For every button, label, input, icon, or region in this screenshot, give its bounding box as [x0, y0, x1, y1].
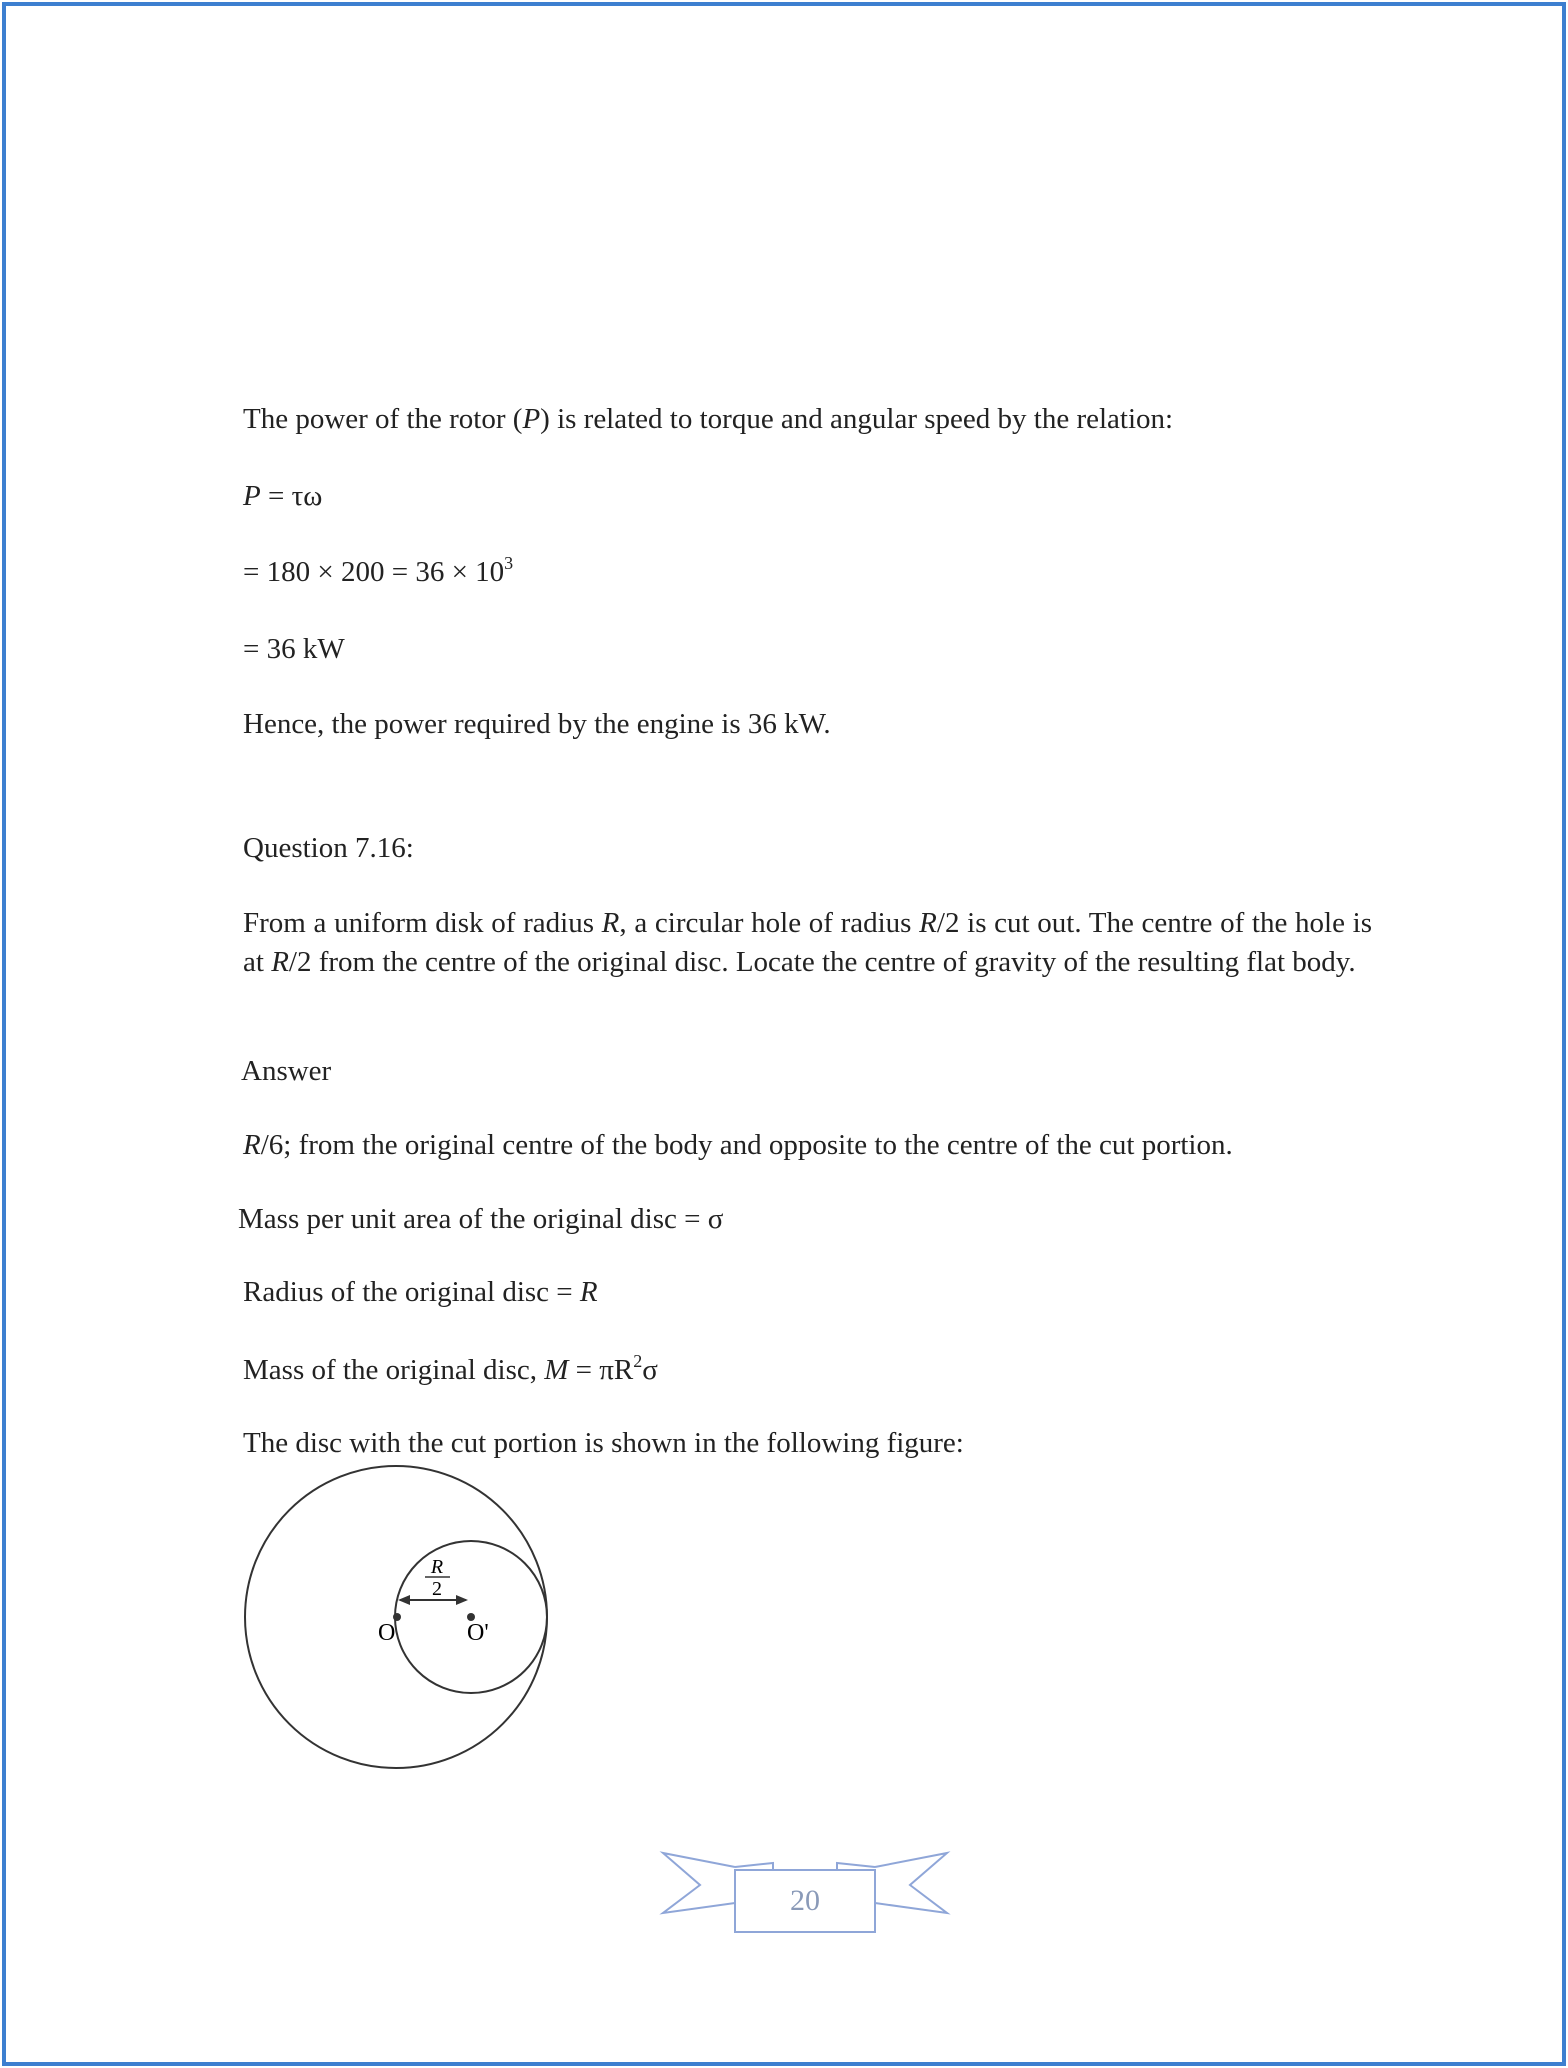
- mass-line: Mass of the original disc, $M = \pi R^2\sigma$: [243, 1351, 658, 1386]
- question-text: From a uniform disk of radius R, a circular hole of radius R/2 is cut out. The centre of the hole is at R/2 from the centre of the original disc. Locate the centre of gravity of the resulting flat body.: [243, 907, 1373, 978]
- power-conclusion: Hence, the power required by the engine is 36 kW.: [243, 708, 831, 740]
- label-O: O: [378, 1620, 396, 1646]
- equation-3: = 36 kW: [243, 633, 345, 665]
- disc-figure: [230, 1455, 560, 1785]
- equation-2: = $180 \times 200 = 36 \times 10^3$: [243, 553, 514, 588]
- arrow-head-right: [456, 1595, 468, 1605]
- label-2: 2: [432, 1578, 442, 1600]
- power-intro: The power of the rotor (P) is related to torque and angular speed by the relation:: [243, 403, 1174, 435]
- answer-result: R/6; from the original centre of the body and opposite to the centre of the cut portion.: [243, 1129, 1233, 1161]
- question-title: Question 7.16:: [243, 832, 414, 864]
- figure-caption: The disc with the cut portion is shown in the following figure:: [243, 1427, 964, 1459]
- page-number: 20: [790, 1884, 820, 1917]
- arrow-head-left: [398, 1595, 410, 1605]
- equation-1: P = τω: [243, 480, 323, 512]
- answer-label: Answer: [241, 1055, 332, 1087]
- mass-per-area: Mass per unit area of the original disc = σ: [238, 1203, 724, 1235]
- label-O-prime: O': [467, 1620, 489, 1646]
- radius-line: Radius of the original disc = R: [243, 1276, 598, 1308]
- label-R: R: [430, 1556, 444, 1578]
